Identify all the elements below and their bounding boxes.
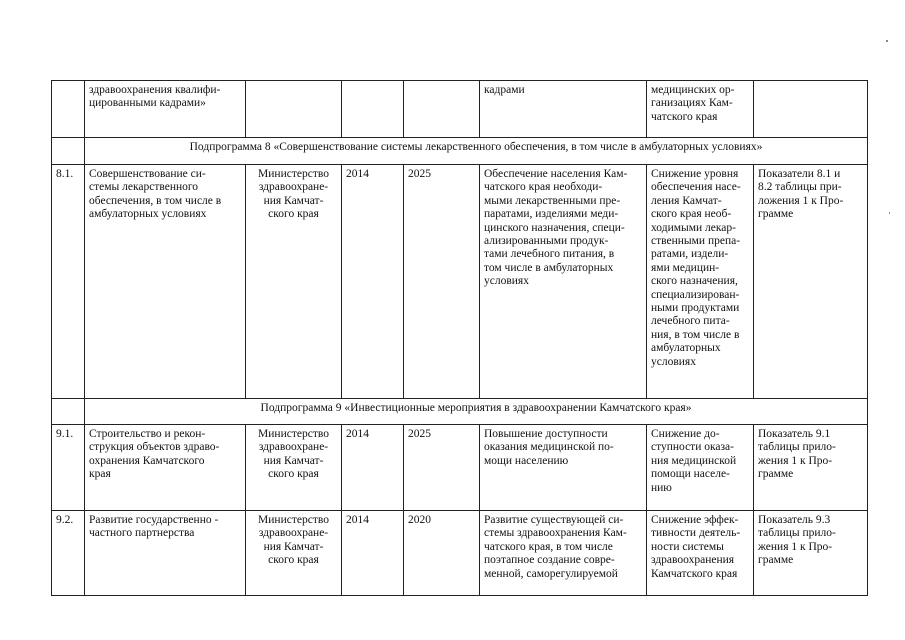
scan-speck [889, 212, 890, 214]
subprogram-row [52, 138, 868, 165]
cell-name: Строительство и рекон- струкция объектов здраво- охранения Камчатского края [85, 425, 246, 511]
cell-num [52, 399, 85, 425]
cell-name: здравоохранения квалифи- цированными кадрами» [85, 81, 246, 138]
table-row [52, 81, 868, 138]
cell-name: Развитие государственно - частного партнерства [85, 511, 246, 596]
cell-consequence: Снижение уровня обеспечения насе- ления Камчат- ского края необ- ходимыми лекар- ственными препа- ратами, издели- ями медицин- ского назначения, специализирован- ными продуктами лечебного пита- ния, в том числе в амбулаторных условиях [647, 165, 754, 399]
cell-end: 2025 [404, 425, 480, 511]
subprogram-title: Подпрограмма 9 «Инвестиционные мероприятия в здравоохранении Камчатского края» [85, 399, 868, 425]
table-row [52, 511, 868, 596]
table-row [52, 165, 868, 399]
cell-num: 9.2. [52, 511, 85, 596]
cell-num: 8.1. [52, 165, 85, 399]
cell-executor: Министерство здравоохране- ния Камчат- ского края [246, 425, 342, 511]
cell-num: 9.1. [52, 425, 85, 511]
cell-consequence: Снижение до- ступности оказа- ния медицинской помощи населе- нию [647, 425, 754, 511]
cell-result: Развитие существующей си- стемы здравоохранения Кам- чатского края, в том числе поэтапное создание совре- менной, саморегулируемой [480, 511, 647, 596]
cell-indicators: Показатель 9.3 таблицы прило- жения 1 к Про- грамме [754, 511, 868, 596]
cell-indicators: Показатели 8.1 и 8.2 таблицы при- ложения 1 к Про- грамме [754, 165, 868, 399]
cell-consequence: медицинских ор- ганизациях Кам- чатского края [647, 81, 754, 138]
scan-speck [886, 40, 888, 42]
program-table [51, 80, 868, 596]
cell-end: 2025 [404, 165, 480, 399]
cell-end [404, 81, 480, 138]
cell-indicators [754, 81, 868, 138]
cell-result: Повышение доступности оказания медицинской по- мощи населению [480, 425, 647, 511]
subprogram-row [52, 399, 868, 425]
cell-result: кадрами [480, 81, 647, 138]
cell-start: 2014 [342, 425, 404, 511]
cell-executor: Министерство здравоохране- ния Камчат- ского края [246, 511, 342, 596]
cell-name: Совершенствование си- стемы лекарственного обеспечения, в том числе в амбулаторных условиях [85, 165, 246, 399]
cell-executor [246, 81, 342, 138]
cell-indicators: Показатель 9.1 таблицы прило- жения 1 к Про- грамме [754, 425, 868, 511]
cell-end: 2020 [404, 511, 480, 596]
cell-start [342, 81, 404, 138]
cell-result: Обеспечение населения Кам- чатского края необходи- мыми лекарственными пре- паратами, изделиями меди- цинского назначения, специ- ализированными продук- тами лечебного питания, в том числе в амбулаторных условиях [480, 165, 647, 399]
subprogram-title: Подпрограмма 8 «Совершенствование системы лекарственного обеспечения, в том числе в амбулаторных условиях» [85, 138, 868, 165]
cell-consequence: Снижение эффек- тивности деятель- ности системы здравоохранения Камчатского края [647, 511, 754, 596]
cell-start: 2014 [342, 511, 404, 596]
cell-start: 2014 [342, 165, 404, 399]
table-row [52, 425, 868, 511]
cell-num [52, 138, 85, 165]
cell-executor: Министерство здравоохране- ния Камчат- ского края [246, 165, 342, 399]
cell-num [52, 81, 85, 138]
